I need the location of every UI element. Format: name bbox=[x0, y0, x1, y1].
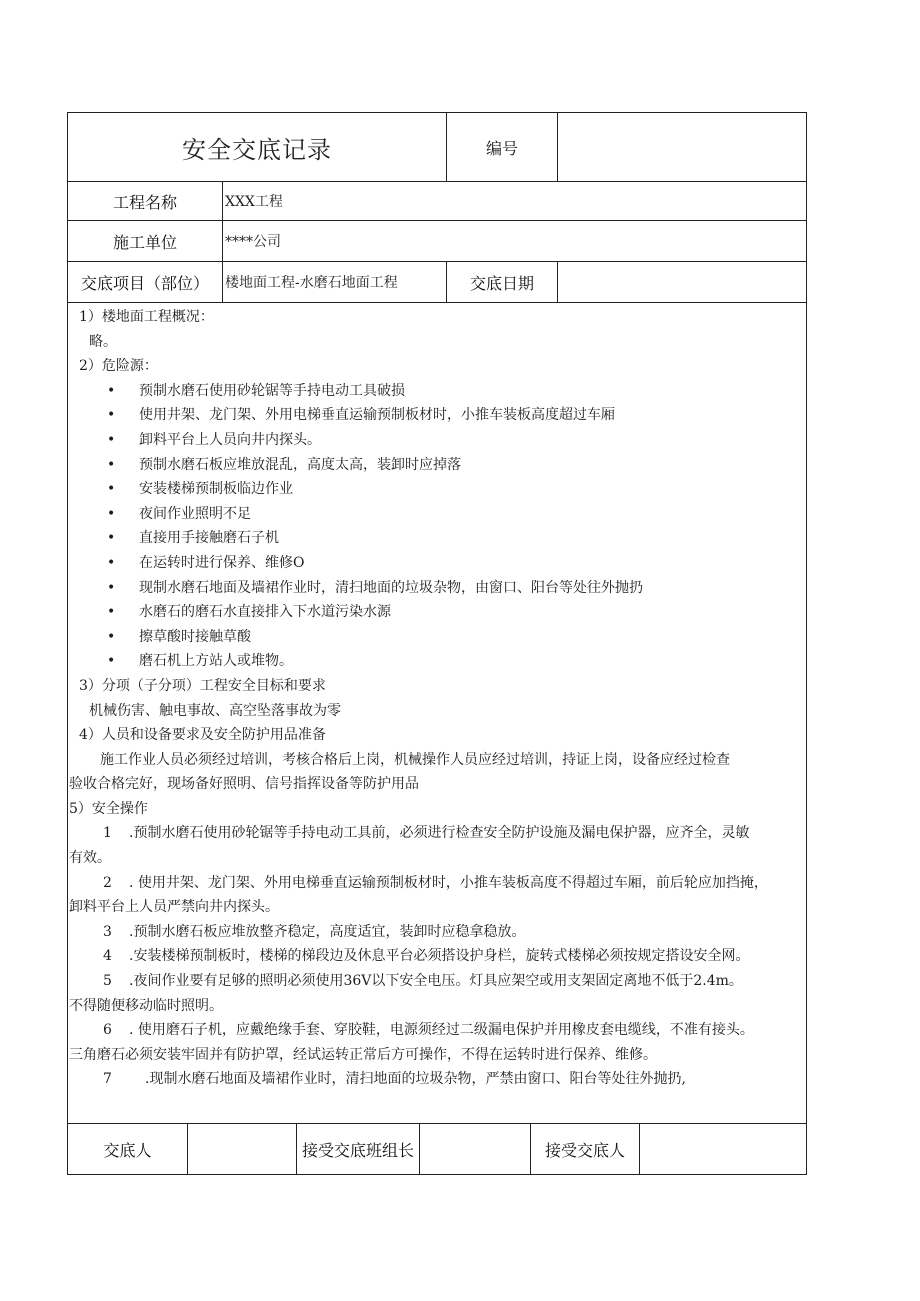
list-item: • 卸料平台上人员向井内探头。 bbox=[107, 431, 321, 448]
list-item: • 使用井架、龙门架、外用电梯垂直运输预制板材时，小推车装板高度超过车厢 bbox=[107, 407, 615, 424]
project-name-value[interactable]: XXX工程 bbox=[225, 194, 283, 210]
briefing-content bbox=[69, 305, 805, 1120]
section-3-title: 3）分项（子分项）工程安全目标和要求 bbox=[79, 677, 326, 694]
section-2-title: 2）危险源： bbox=[79, 358, 158, 375]
list-item: • 在运转时进行保养、维修O bbox=[107, 554, 305, 571]
section-3-text: 机械伤害、触电事故、高空坠落事故为零 bbox=[89, 702, 341, 719]
section-4-text: 验收合格完好，现场备好照明、信号指挥设备等防护用品 bbox=[69, 776, 419, 793]
date-label: 交底日期 bbox=[469, 273, 534, 293]
list-item-continuation: 不得随便移动临时照明。 bbox=[69, 997, 223, 1014]
presenter-value[interactable] bbox=[188, 1124, 296, 1174]
list-item: 3 .预制水磨石板应堆放整齐稳定，高度适宜，装卸时应稳拿稳放。 bbox=[103, 923, 526, 940]
list-item: 6 . 使用磨石子机，应戴绝缘手套、穿胶鞋，电源须经过二级漏电保护并用橡皮套电缆线，不准有接头。 bbox=[103, 1022, 754, 1039]
list-item: • 磨石机上方站人或堆物。 bbox=[107, 653, 293, 670]
construction-unit-value[interactable]: ****公司 bbox=[225, 234, 281, 250]
list-item: • 预制水磨石使用砂轮锯等手持电动工具破损 bbox=[107, 382, 405, 399]
team-leader-label: 接受交底班组长 bbox=[301, 1140, 414, 1160]
receiver-value[interactable] bbox=[640, 1124, 806, 1174]
list-item: • 安装楼梯预制板临边作业 bbox=[107, 481, 293, 498]
project-name-label: 工程名称 bbox=[112, 192, 177, 212]
list-item-continuation: 卸料平台上人员严禁向井内探头。 bbox=[69, 899, 279, 916]
section-4-title: 4）人员和设备要求及安全防护用品准备 bbox=[79, 727, 326, 744]
row-divider bbox=[67, 302, 807, 303]
presenter-label: 交底人 bbox=[103, 1140, 152, 1160]
list-item: • 夜间作业照明不足 bbox=[107, 505, 251, 522]
list-item: 5 .夜间作业要有足够的照明必须使用36V以下安全电压。灯具应架空或用支架固定离地不低于2.4m。 bbox=[103, 973, 743, 990]
list-item: • 预制水磨石板应堆放混乱，高度太高，装卸时应掉落 bbox=[107, 456, 461, 473]
item-value[interactable]: 楼地面工程-水磨石地面工程 bbox=[225, 275, 398, 291]
number-label: 编号 bbox=[485, 138, 518, 158]
date-value[interactable] bbox=[558, 262, 806, 302]
section-1-text: 略。 bbox=[89, 333, 117, 350]
list-item: 4 .安装楼梯预制板时，楼梯的梯段边及休息平台必须搭设护身栏，旋转式楼梯必须按规定搭设安全网。 bbox=[103, 948, 750, 965]
list-item: • 水磨石的磨石水直接排入下水道污染水源 bbox=[107, 604, 391, 621]
team-leader-value[interactable] bbox=[420, 1124, 530, 1174]
receiver-label: 接受交底人 bbox=[544, 1140, 625, 1160]
section-4-text: 施工作业人员必须经过培训，考核合格后上岗，机械操作人员应经过培训，持证上岗，设备应经过检查 bbox=[100, 751, 730, 768]
list-item: 7 .现制水磨石地面及墙裙作业时，清扫地面的垃圾杂物，严禁由窗口、阳台等处往外抛扔, bbox=[103, 1071, 686, 1088]
list-item: • 直接用手接触磨石子机 bbox=[107, 530, 279, 547]
section-5-title: 5）安全操作 bbox=[69, 800, 148, 817]
item-label: 交底项目（部位） bbox=[80, 273, 209, 293]
section-1-title: 1）楼地面工程概况： bbox=[79, 309, 214, 325]
construction-unit-label: 施工单位 bbox=[112, 232, 177, 252]
page-title: 安全交底记录 bbox=[182, 135, 332, 164]
list-item: • 擦草酸时接触草酸 bbox=[107, 628, 251, 645]
list-item-continuation: 有效。 bbox=[69, 850, 111, 867]
list-item: 1 .预制水磨石使用砂轮锯等手持电动工具前，必须进行检查安全防护设施及漏电保护器，应齐全，灵敏 bbox=[103, 825, 750, 842]
list-item-continuation: 三角磨石必须安装牢固并有防护罩，经试运转正常后方可操作，不得在运转时进行保养、维修。 bbox=[69, 1046, 657, 1063]
list-item: 2 . 使用井架、龙门架、外用电梯垂直运输预制板材时，小推车装板高度不得超过车厢，前后轮应加挡掩， bbox=[103, 874, 768, 891]
list-item: • 现制水磨石地面及墙裙作业时，清扫地面的垃圾杂物，由窗口、阳台等处往外抛扔 bbox=[107, 579, 643, 596]
number-value[interactable] bbox=[558, 113, 806, 181]
